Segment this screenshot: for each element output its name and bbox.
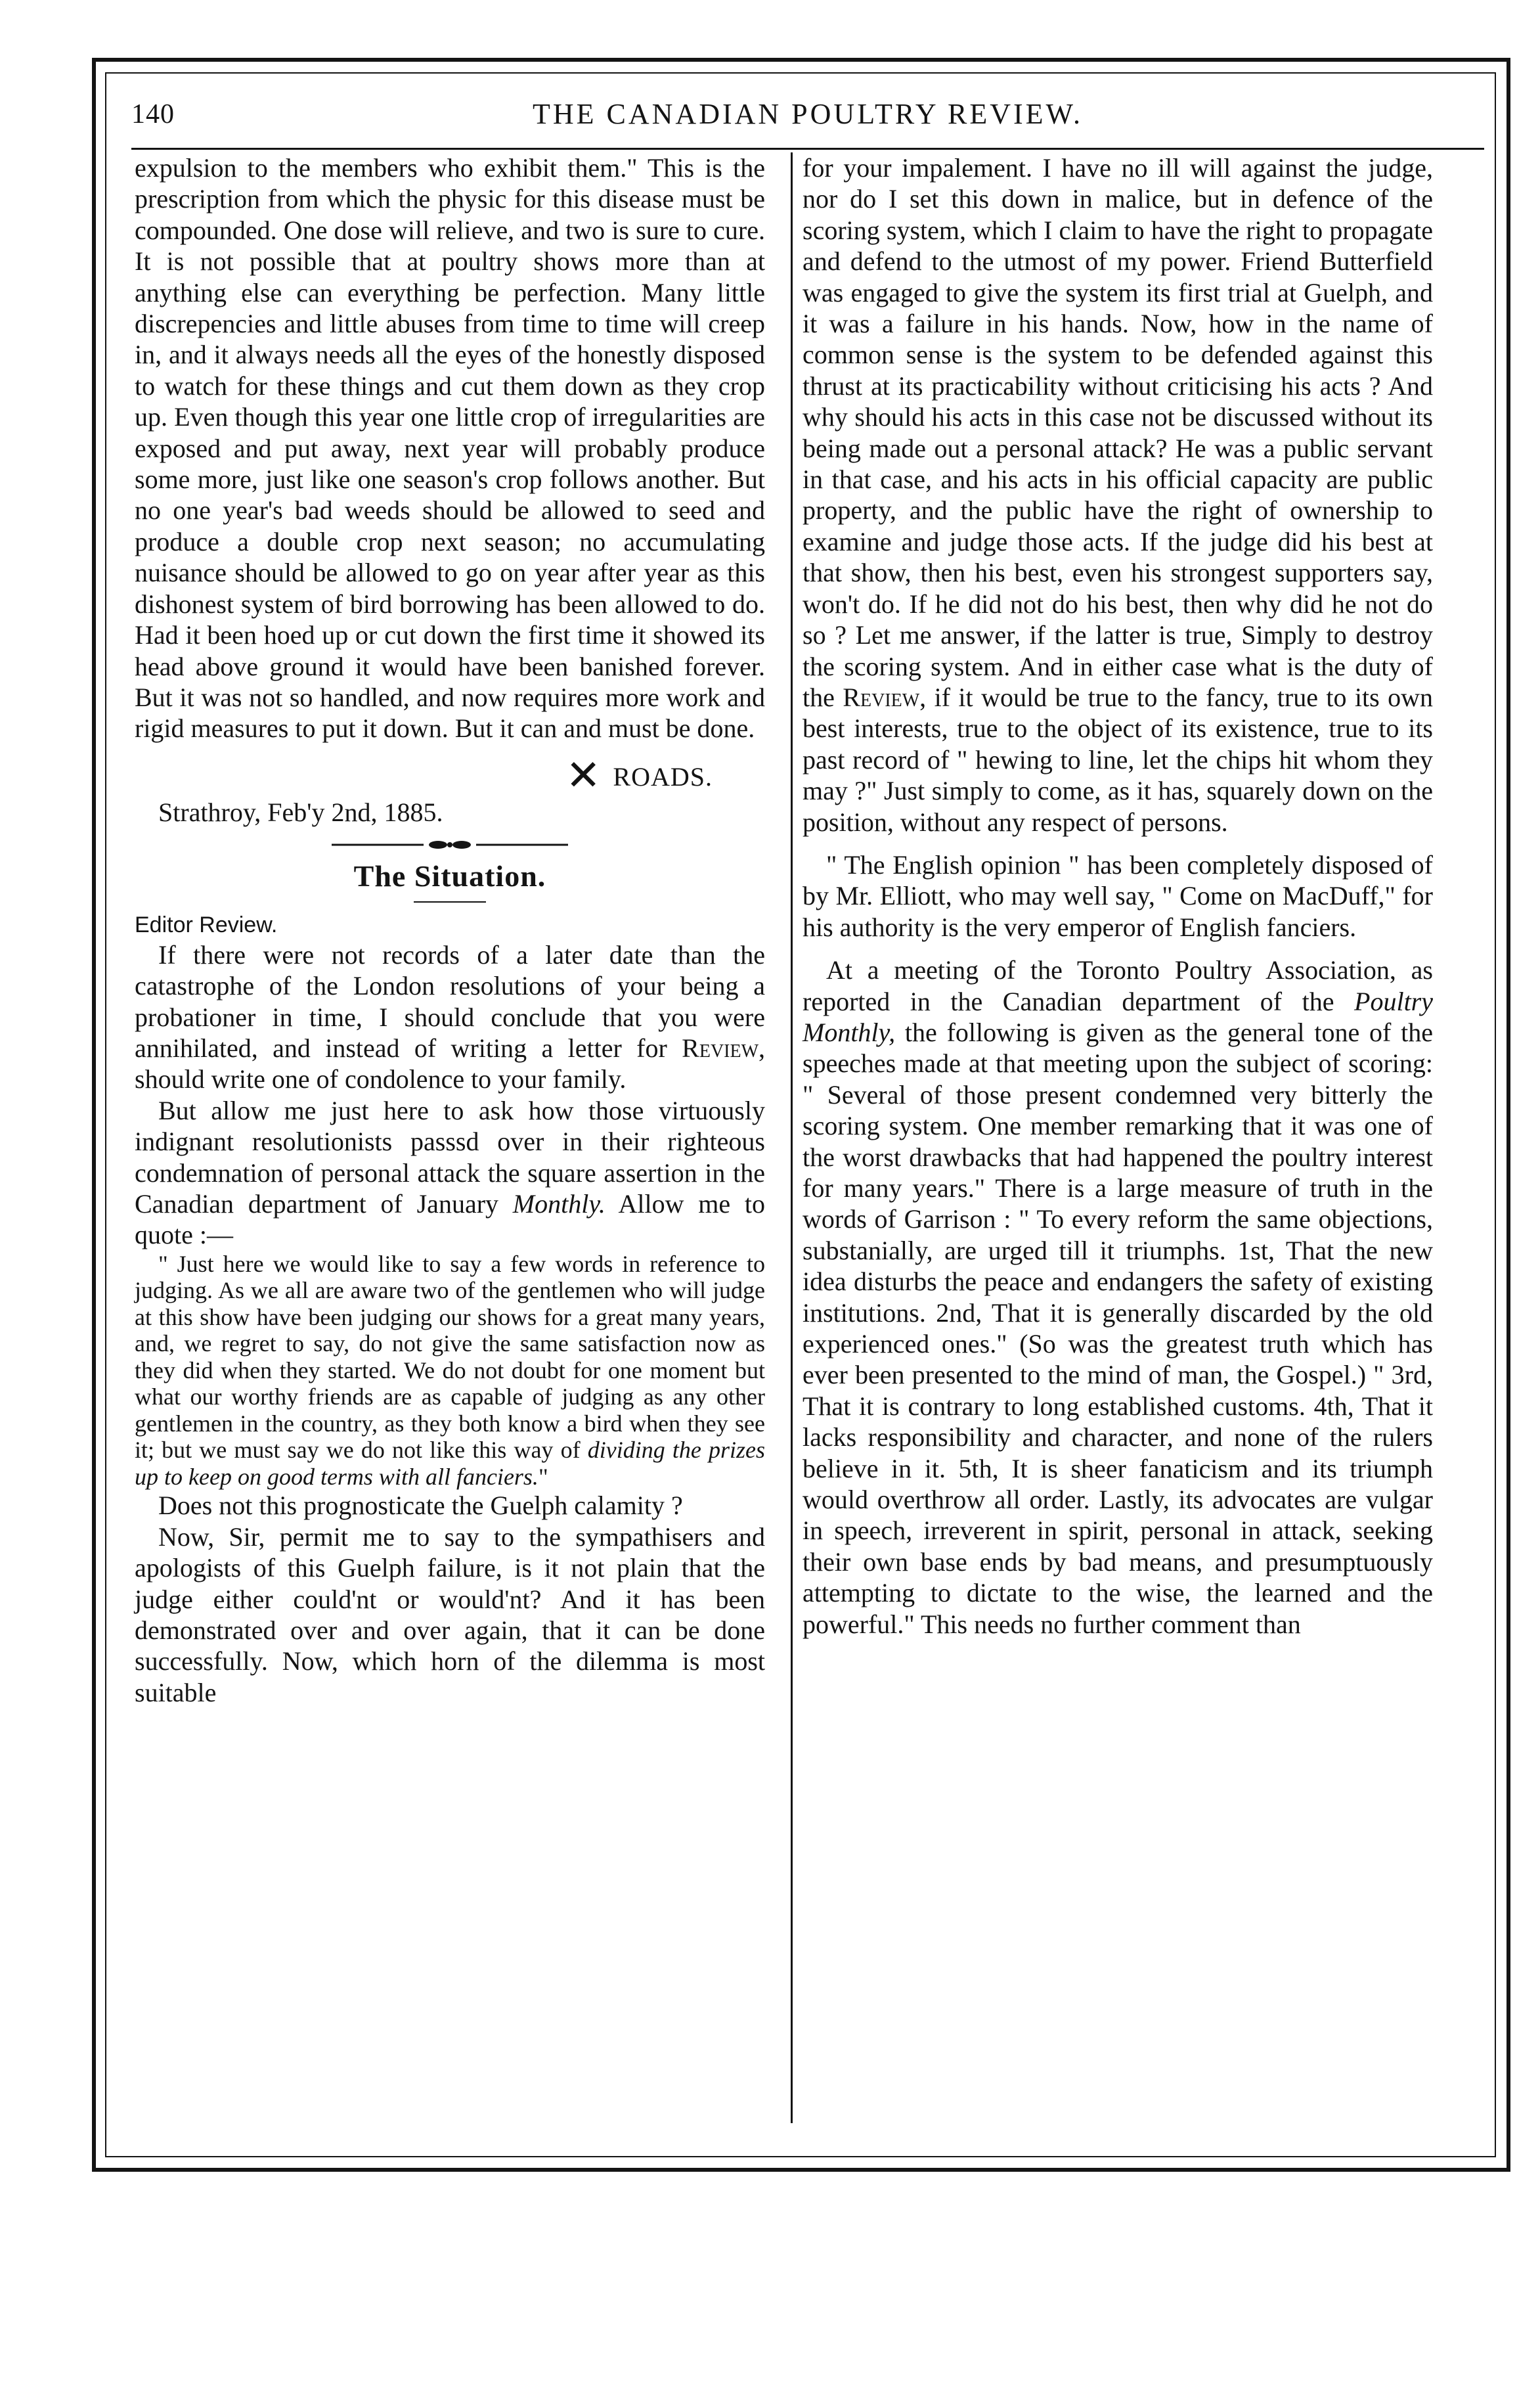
cross-mark: ✕ [565, 752, 601, 799]
journal-title: THE CANADIAN POULTRY REVIEW. [533, 98, 1083, 130]
section-title: The Situation. [353, 859, 546, 893]
signoff [135, 752, 765, 834]
left-paragraph-3: But allow me just here to ask how those virtuously indignant resolutionists passsd over in their righteous condemnation of personal attack the square assertion in the Canadian department of January Monthly. Allow me to quote :— [135, 1095, 765, 1250]
author-signature: ROADS. [613, 761, 713, 792]
right-paragraph-2: " The English opinion " has been completely disposed of by Mr. Elliott, who may well say, " Come on MacDuff," for his authority is the very emperor of English fanciers. [803, 849, 1433, 942]
block-quote: " Just here we would like to say a few words in reference to judging. As we all are aware two of the gentlemen who will judge at this show have been judging our shows for a great many years, and, we regret to say, do not give the same satisfaction now as they did when they started. We do not doubt for one moment but what our worthy friends are as capable of judging as any other gentlemen in the country, as they both know a bird when they see it; but we must say we do not like this way of dividing the prizes up to keep on good terms with all fanciers." [135, 1250, 765, 1490]
column-divider [791, 152, 793, 2123]
left-paragraph-5: Now, Sir, permit me to say to the sympathisers and apologists of this Guelph failure, is it not plain that the judge either could'nt or would'nt? And it has been demonstrated over and over again, that it can be done successfully. Now, which horn of the dilemma is most suitable [135, 1521, 765, 1707]
ornamental-rule [135, 836, 765, 851]
salutation: Editor Review. [135, 912, 278, 937]
left-paragraph-4: Does not this prognosticate the Guelph calamity ? [158, 1491, 683, 1521]
left-paragraph-2: If there were not records of a later date than the catastrophe of the London resolutions of your being a probationer in time, I should conclude that you were annihilated, and instead of writing a letter for Review, should write one of condolence to your family. [135, 939, 766, 1094]
title-rule [414, 901, 486, 903]
right-column [803, 152, 1433, 1640]
right-paragraph-3: At a meeting of the Toronto Poultry Association, as reported in the Canadian department of the Poultry Monthly, the following is given as the general tone of the speeches made at that meeting upon the subject of scoring: " Several of those present condemned very bitterly the scoring system. One member remarking that it was one of the worst drawbacks that had happened the poultry interest for many years." There is a large measure of truth in the words of Garrison : " To every reform the same objections, substanially, are urged till it triumphs. 1st, That the new idea disturbs the peace and endangers the safety of existing institutions. 2nd, That it is generally discarded by the old experienced ones." (So was the greatest truth which has ever been presented to the mind of man, the Gospel.) " 3rd, That it is contrary to long established customs. 4th, That it lacks responsibility and character, and none of the rulers believe in it. 5th, It is sheer fanaticism and its triumph would overthrow all order. Lastly, its advocates are vulgar in speech, irreverent in spirit, personal in attack, seeking their own base ends by bad means, and presumptuously attempting to dictate to the wise, the learned and the powerful." This needs no further comment than [803, 955, 1434, 1639]
page-number: 140 [131, 99, 175, 129]
header-rule [131, 148, 1484, 150]
running-head [131, 92, 1484, 138]
dateline: Strathroy, Feb'y 2nd, 1885. [158, 797, 443, 827]
left-column [135, 152, 765, 1708]
left-paragraph-1: expulsion to the members who exhibit them." This is the prescription from which the physic for this disease must be compounded. One dose will relieve, and two is sure to cure. It is not possible that at poultry shows more than at anything else can everything be perfection. Many little discrepencies and little abuses from time to time will creep in, and it always needs all the eyes of the honestly disposed to watch for these things and cut them down as they crop up. Even though this year one little crop of irregularities are exposed and put away, next year will probably produce some more, just like one season's crop follows another. But no one year's bad weeds should be allowed to seed and produce a double crop next season; no accumulating nuisance should be allowed to go on year after year as this dishonest system of bird borrowing has been allowed to do. Had it been hoed up or cut down the first time it showed its head above ground it would have been banished forever. But it was not so handled, and now requires more work and rigid measures to put it down. But it can and must be done. [135, 153, 765, 744]
right-paragraph-1: for your impalement. I have no ill will against the judge, nor do I set this down in malice, but in defence of the scoring system, which I claim to have the right to propagate and defend to the utmost of my power. Friend Butterfield was engaged to give the system its first trial at Guelph, and it was a failure in his hands. Now, how in the name of common sense is the system to be defended against this thrust at its practicability without criticising his acts ? And why should his acts in this case not be discussed without its being made out a personal attack? He was a public servant in that case, and his acts in his official capacity are public property, and the public have the right of ownership to examine and judge those acts. If the judge did his best at that show, then his best, even his strongest supporters say, won't do. If he did not do his best, then why did he not do so ? Let me answer, if the latter is true, Simply to destroy the scoring system. And in either case what is the duty of the Review, if it would be true to the fancy, true to its own best interests, true to the object of its existence, true to its past record of " hewing to line, let the chips hit whom they may ?" Just simply to come, as it has, squarely down on the position, without any respect of persons. [803, 153, 1433, 837]
